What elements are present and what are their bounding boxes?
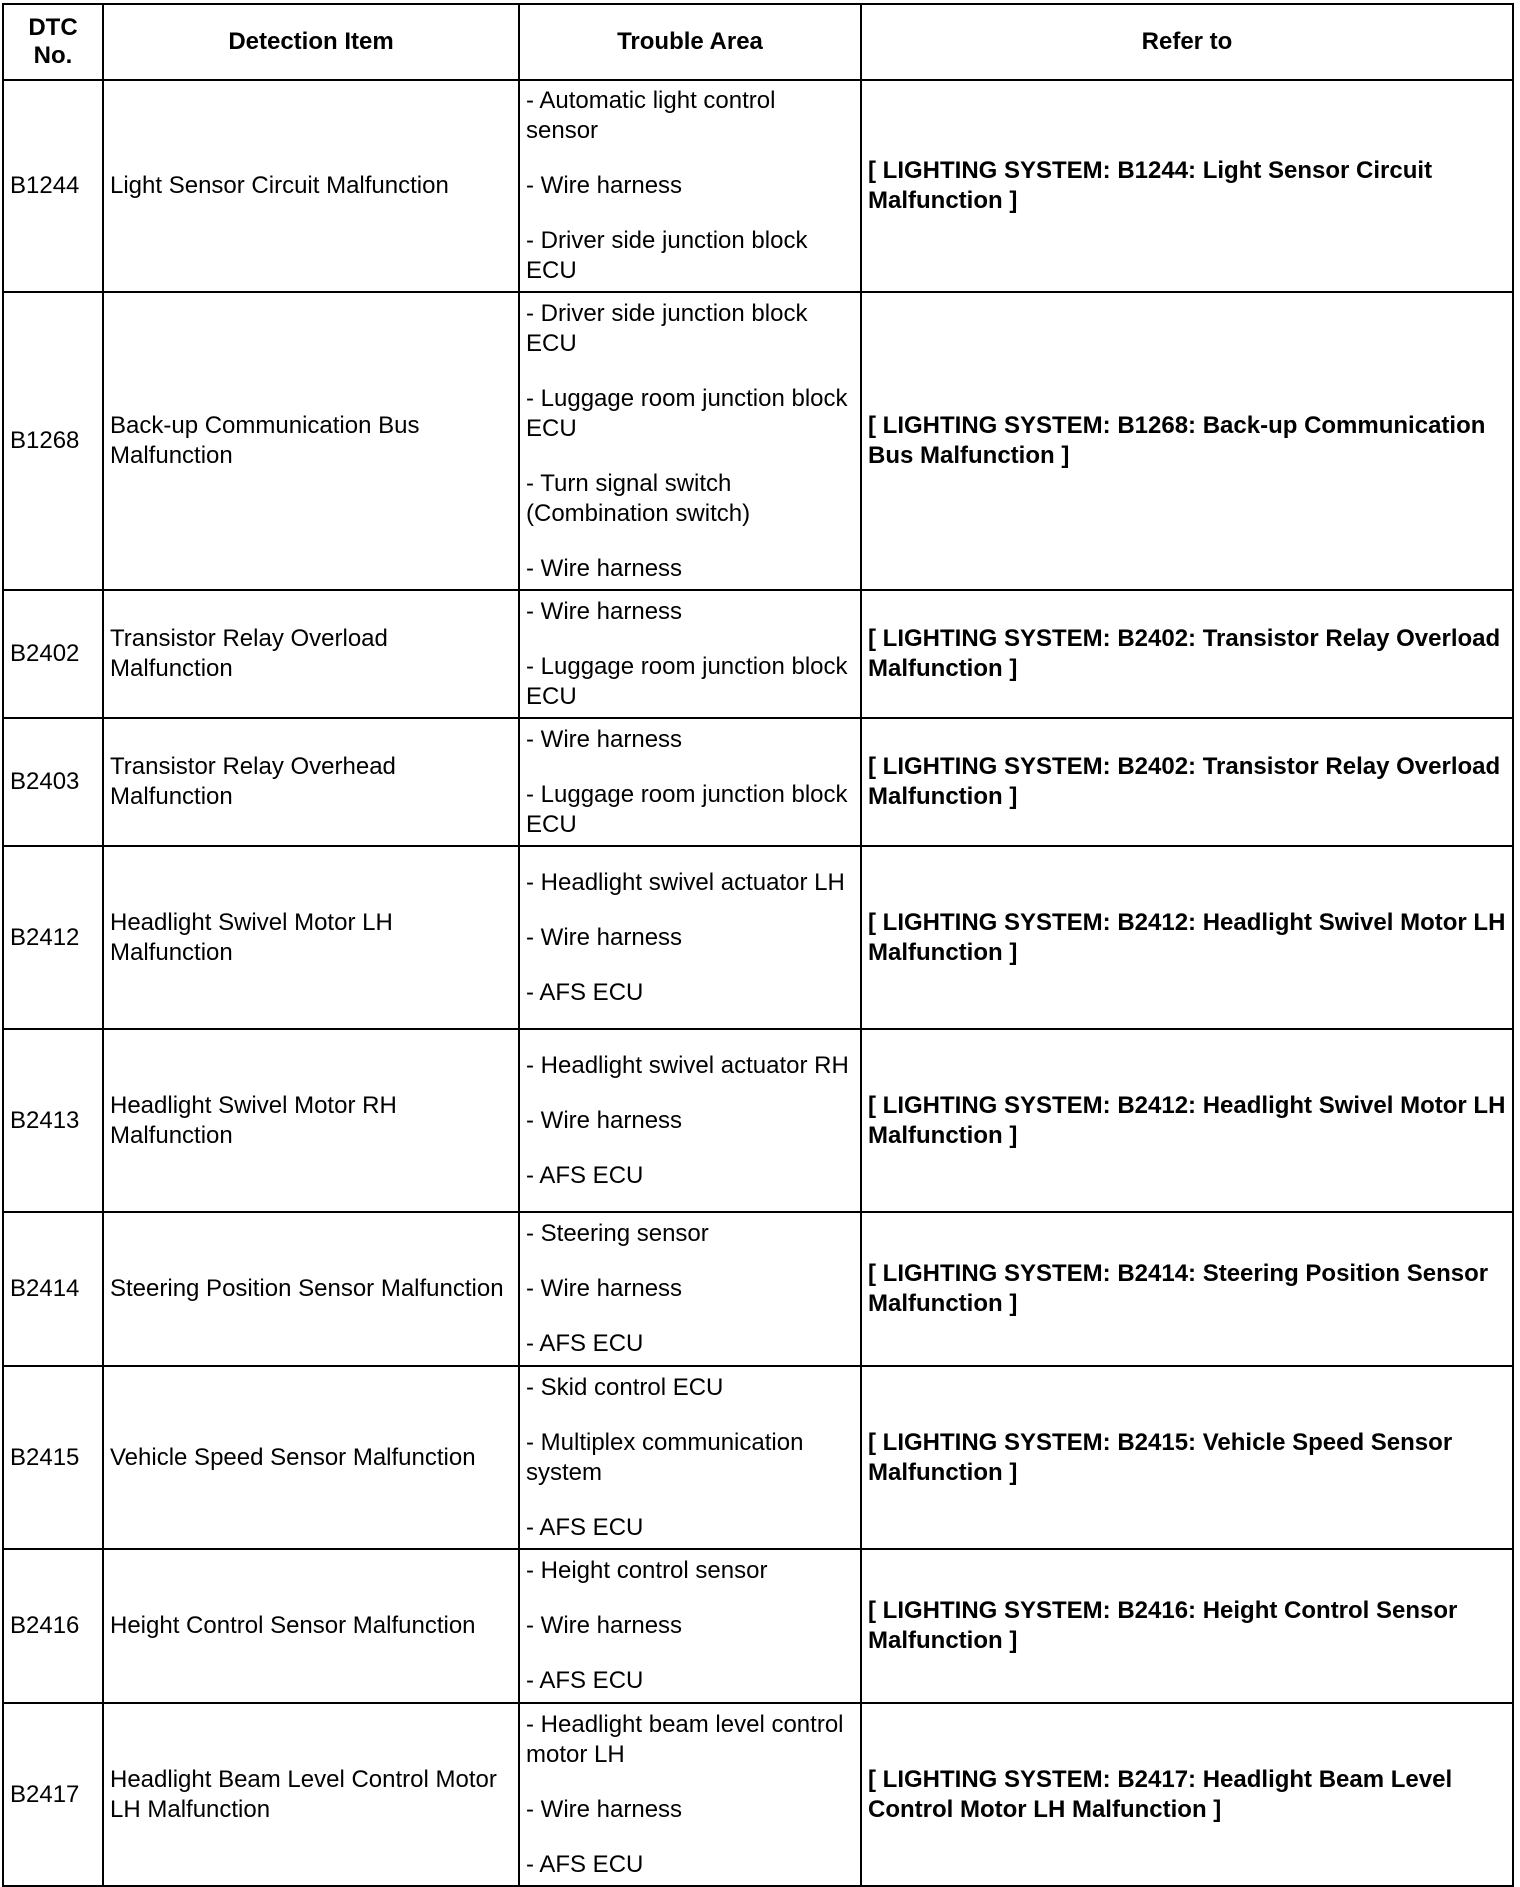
trouble-area-item: - Wire harness — [526, 923, 683, 951]
dtc-code: B2403 — [3, 718, 103, 846]
refer-to-link[interactable]: [ LIGHTING SYSTEM: B2412: Headlight Swivel Motor LH Malfunction ] — [861, 846, 1513, 1029]
trouble-area-item: - Wire harness — [526, 725, 683, 753]
trouble-area-item: - Wire harness — [526, 1795, 683, 1823]
table-row — [3, 1029, 1513, 1212]
dtc-code: B1268 — [3, 292, 103, 590]
trouble-area-item: - Headlight swivel actuator LH — [526, 868, 845, 896]
trouble-area-item: - Headlight swivel actuator RH — [526, 1051, 849, 1079]
table-row — [3, 1703, 1513, 1886]
dtc-code: B2416 — [3, 1549, 103, 1703]
trouble-area-item: - Automatic light control sensor — [526, 87, 776, 144]
trouble-area-item: - Wire harness — [526, 172, 683, 199]
table-body — [3, 80, 1513, 1886]
header-dtc-no: DTC No. — [3, 4, 103, 80]
trouble-area — [519, 1549, 861, 1703]
trouble-area — [519, 718, 861, 846]
trouble-area — [519, 1703, 861, 1886]
dtc-code: B2402 — [3, 590, 103, 718]
refer-to-link[interactable]: [ LIGHTING SYSTEM: B2417: Headlight Beam Level Control Motor LH Malfunction ] — [861, 1703, 1513, 1886]
detection-item: Back-up Communication Bus Malfunction — [103, 292, 519, 590]
table-row — [3, 1366, 1513, 1549]
table-row — [3, 846, 1513, 1029]
detection-item: Light Sensor Circuit Malfunction — [103, 80, 519, 292]
detection-item: Headlight Swivel Motor RH Malfunction — [103, 1029, 519, 1212]
detection-item: Height Control Sensor Malfunction — [103, 1549, 519, 1703]
trouble-area-item: - AFS ECU — [526, 1161, 644, 1189]
detection-item: Vehicle Speed Sensor Malfunction — [103, 1366, 519, 1549]
trouble-area-item: - AFS ECU — [526, 978, 644, 1006]
table-row — [3, 80, 1513, 292]
header-trouble-area: Trouble Area — [519, 4, 861, 80]
header-detection-item: Detection Item — [103, 4, 519, 80]
refer-to-link[interactable]: [ LIGHTING SYSTEM: B2414: Steering Position Sensor Malfunction ] — [861, 1212, 1513, 1366]
trouble-area — [519, 1212, 861, 1366]
trouble-area-item: - Driver side junction block ECU — [526, 227, 808, 284]
detection-item: Transistor Relay Overload Malfunction — [103, 590, 519, 718]
refer-to-link[interactable]: [ LIGHTING SYSTEM: B2402: Transistor Relay Overload Malfunction ] — [861, 718, 1513, 846]
table-row — [3, 1212, 1513, 1366]
trouble-area-item: - Headlight beam level control motor LH — [526, 1710, 844, 1768]
trouble-area-item: - Multiplex communication system — [526, 1428, 804, 1486]
trouble-area — [519, 1366, 861, 1549]
refer-to-link[interactable]: [ LIGHTING SYSTEM: B1244: Light Sensor Circuit Malfunction ] — [861, 80, 1513, 292]
trouble-area-item: - Skid control ECU — [526, 1373, 724, 1401]
dtc-code: B2413 — [3, 1029, 103, 1212]
dtc-code: B2412 — [3, 846, 103, 1029]
trouble-area-item: - Wire harness — [526, 1612, 683, 1639]
detection-item: Transistor Relay Overhead Malfunction — [103, 718, 519, 846]
trouble-area-item: - Luggage room junction block ECU — [526, 652, 848, 710]
refer-to-link[interactable]: [ LIGHTING SYSTEM: B2402: Transistor Relay Overload Malfunction ] — [861, 590, 1513, 718]
refer-to-link[interactable]: [ LIGHTING SYSTEM: B1268: Back-up Communication Bus Malfunction ] — [861, 292, 1513, 590]
trouble-area-item: - Wire harness — [526, 597, 683, 625]
trouble-area-item: - Wire harness — [526, 1106, 683, 1134]
header-refer-to: Refer to — [861, 4, 1513, 80]
table-row — [3, 1549, 1513, 1703]
refer-to-link[interactable]: [ LIGHTING SYSTEM: B2415: Vehicle Speed Sensor Malfunction ] — [861, 1366, 1513, 1549]
dtc-code: B2414 — [3, 1212, 103, 1366]
trouble-area-item: - AFS ECU — [526, 1667, 644, 1694]
trouble-area — [519, 80, 861, 292]
trouble-area-item: - AFS ECU — [526, 1330, 644, 1357]
trouble-area-item: - AFS ECU — [526, 1850, 644, 1878]
table-row — [3, 590, 1513, 718]
trouble-area-item: - Luggage room junction block ECU — [526, 384, 848, 442]
table-row — [3, 718, 1513, 846]
trouble-area-item: - Driver side junction block ECU — [526, 299, 808, 357]
detection-item: Steering Position Sensor Malfunction — [103, 1212, 519, 1366]
trouble-area-item: - Turn signal switch (Combination switch) — [526, 469, 751, 527]
trouble-area-item: - Wire harness — [526, 1275, 683, 1302]
trouble-area-item: - Luggage room junction block ECU — [526, 780, 848, 838]
trouble-area-item: - AFS ECU — [526, 1513, 644, 1541]
trouble-area — [519, 590, 861, 718]
table-row — [3, 292, 1513, 590]
trouble-area-item: - Steering sensor — [526, 1220, 709, 1247]
trouble-area — [519, 292, 861, 590]
trouble-area — [519, 846, 861, 1029]
refer-to-link[interactable]: [ LIGHTING SYSTEM: B2416: Height Control Sensor Malfunction ] — [861, 1549, 1513, 1703]
dtc-table — [2, 3, 1514, 1887]
trouble-area — [519, 1029, 861, 1212]
header-row — [3, 4, 1513, 80]
detection-item: Headlight Beam Level Control Motor LH Malfunction — [103, 1703, 519, 1886]
table-header — [3, 4, 1513, 80]
dtc-code: B2417 — [3, 1703, 103, 1886]
dtc-code: B2415 — [3, 1366, 103, 1549]
detection-item: Headlight Swivel Motor LH Malfunction — [103, 846, 519, 1029]
refer-to-link[interactable]: [ LIGHTING SYSTEM: B2412: Headlight Swivel Motor LH Malfunction ] — [861, 1029, 1513, 1212]
trouble-area-item: - Height control sensor — [526, 1557, 768, 1584]
dtc-code: B1244 — [3, 80, 103, 292]
trouble-area-item: - Wire harness — [526, 554, 683, 582]
